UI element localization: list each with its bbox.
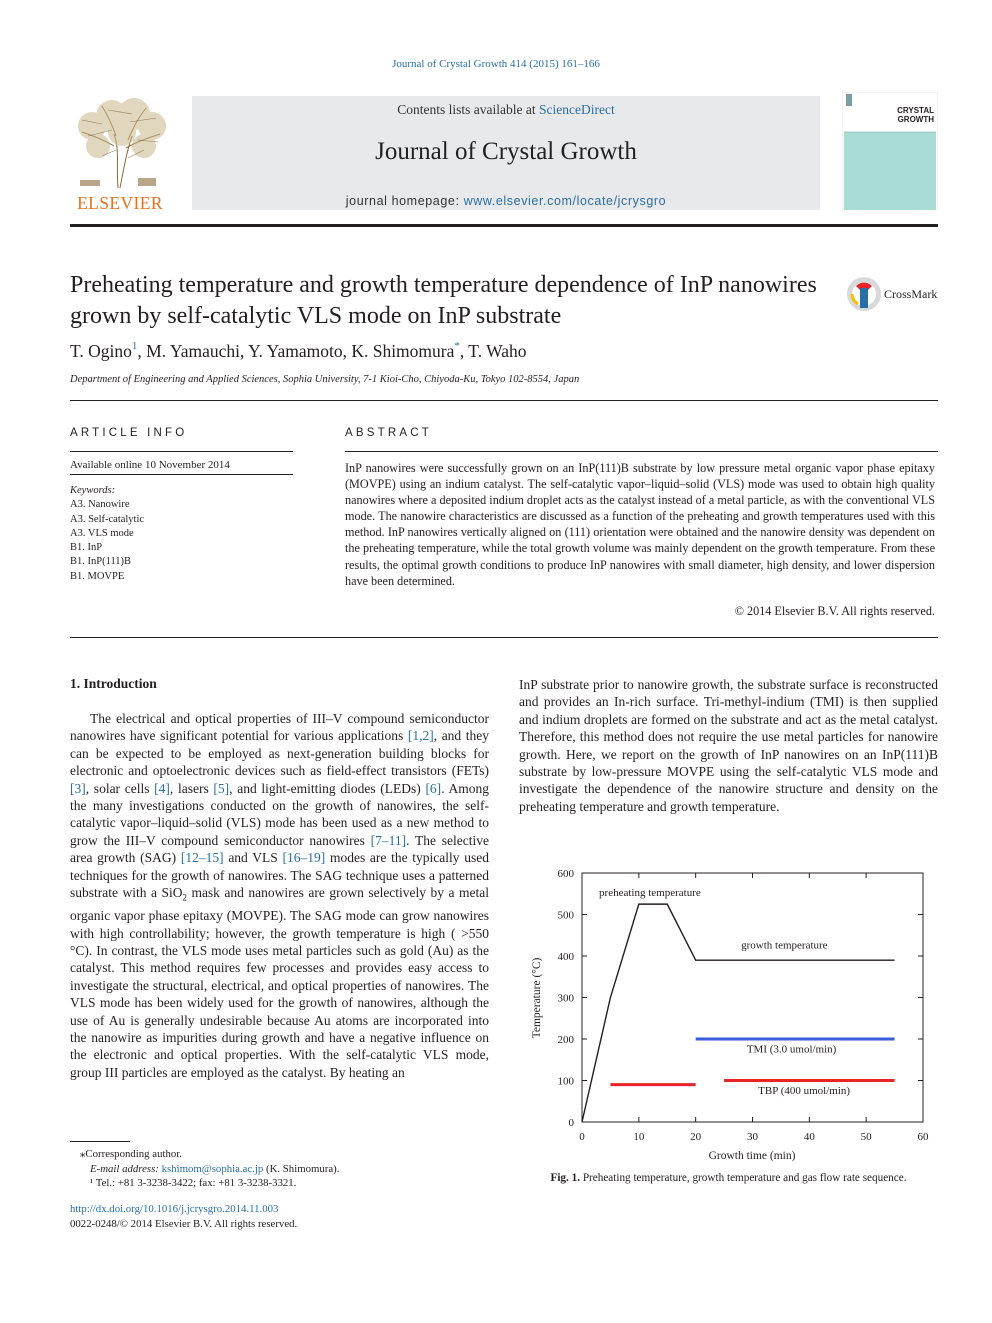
cover-title-line1: CRYSTAL: [897, 106, 934, 115]
y-tick-label: 100: [557, 1075, 574, 1088]
author-name: , T. Waho: [459, 341, 527, 361]
chart-annotations: [599, 887, 850, 1097]
x-tick-label: 20: [690, 1131, 702, 1143]
citation-link[interactable]: [3]: [70, 780, 86, 796]
figure-label: Fig. 1.: [550, 1172, 581, 1184]
abstract-copyright: © 2014 Elsevier B.V. All rights reserved.: [734, 604, 935, 618]
author-footnote-mark[interactable]: 1: [131, 340, 138, 352]
keyword: A3. Nanowire: [70, 499, 130, 511]
x-tick-label: 30: [747, 1131, 758, 1143]
y-tick-label: 300: [557, 992, 574, 1005]
section-heading-introduction: 1. Introduction: [70, 676, 157, 691]
affiliation: Department of Engineering and Applied Sciences, Sophia University, 7-1 Kioi-Cho, Chiyoda-Ku, Tokyo 102-8554, Japan: [70, 374, 580, 385]
y-tick-label: 600: [557, 868, 574, 880]
introduction-paragraph: The electrical and optical properties of III–V compound semiconductor nanowires have significant potential for various applications [1,2], and they can be expected to be employed as next-generation building blocks for electronic and optoelectronic devices such as field-effect transistors (FETs) [3], solar cells [4], lasers [5], and light-emitting diodes (LEDs) [6]. Among the many investigations conducted on the growth of nanowires, the self-catalytic vapor–liquid–solid (VLS) mode has been used as a new method to grow the III–V compound semiconductor nanowires [7–11]. The selective area growth (SAG) [12–15] and VLS [16–19] modes are the typically used techniques for the growth of nanowires. The SAG technique uses a patterned substrate with a SiO$_2$ mask and nanowires are grown selectively by a metal organic vapor phase epitaxy (MOVPE). The SAG mode can grow nanowires with high controllability; however, the growth temperature is high ( >550 °C). In contrast, the VLS mode uses metal particles such as gold (Au) as the catalyst. This method requires few processes and provides easy access to investigate the structural, electrical, and optical properties of nanowires. The VLS mode has been widely used for the growth of nanowires, although the use of Au is generally undesirable because Au atoms are incorporated into the nanowire as impurities during growth and have a negative influence on the electronic and optical properties. With the self-catalytic VLS mode, group III particles are employed as the catalyst. By heating an: [70, 711, 490, 1080]
chart-annotation: TMI (3.0 umol/min): [746, 1043, 837, 1056]
x-tick-label: 0: [579, 1131, 585, 1143]
y-tick-label: 200: [557, 1034, 574, 1046]
sciencedirect-link[interactable]: ScienceDirect: [539, 102, 615, 117]
x-axis-label: Growth time (min): [708, 1150, 796, 1162]
crossmark-icon: [846, 276, 882, 312]
keyword: B1. InP: [70, 542, 103, 554]
abstract-heading: ABSTRACT: [345, 427, 432, 439]
doi-block: [70, 1202, 297, 1231]
cover-title-line2: GROWTH: [897, 115, 934, 124]
keyword: A3. Self-catalytic: [70, 513, 145, 525]
journal-cover: [842, 92, 938, 210]
author-name: T. Ogino: [70, 341, 132, 361]
figure-1: [520, 862, 940, 1167]
x-axis: [579, 873, 929, 1143]
x-tick-label: 60: [917, 1131, 929, 1143]
divider: [70, 637, 938, 638]
footnotes: [70, 1147, 339, 1191]
keywords-label: Keywords:: [70, 485, 116, 496]
corresponding-author-mark[interactable]: *: [454, 340, 460, 352]
citation-link[interactable]: [7–11]: [370, 832, 407, 848]
citation-link[interactable]: [6]: [425, 780, 442, 796]
y-tick-label: 400: [557, 951, 574, 963]
journal-title: Journal of Crystal Growth: [375, 138, 637, 165]
chart-annotation: preheating temperature: [599, 886, 701, 899]
chart-annotation: TBP (400 umol/min): [758, 1084, 851, 1097]
x-tick-label: 40: [803, 1131, 815, 1143]
email-line: E-mail address: kshimom@sophia.ac.jp (K. Shimomura).: [90, 1162, 340, 1175]
abstract-text: InP nanowires were successfully grown on an InP(111)B substrate by low pressure metal organic vapor phase epitaxy (MOVPE) using an indium catalyst. The self-catalytic vapor–liquid–solid (VLS) mode was used to obtain high quality nanowires where a deposited indium droplet acts as the catalyst instead of a metal particle, as with the conventional VLS mode. The nanowire characteristics are discussed as a function of the preheating and growth temperatures used with this method. InP nanowires vertically aligned on (111) orientation were obtained and the nanowire density was dependent on the preheating temperature, while the total growth volume was mainly dependent on the growth temperature. From these results, the optimal growth conditions to produce InP nanowires with small diameter, high density, and lower dispersion have been determined.: [345, 461, 935, 588]
divider: [345, 451, 938, 452]
y-axis: [558, 868, 924, 1129]
introduction-paragraph-continued: InP substrate prior to nanowire growth, the substrate surface is reconstructed and provides an In-rich surface. Tri-methyl-indium (TMI) is then supplied and indium droplets are formed on the substrate and act as the metal catalyst. Therefore, this method does not require the use metal particles for nanowire growth. Here, we report on the growth of InP nanowires on an InP(111)B substrate by low-pressure MOVPE using the self-catalytic VLS mode and investigate the dependence of the nanowire structure and density on the preheating temperature and growth temperature.: [519, 677, 938, 814]
header-rule: [70, 224, 938, 227]
temperature-sequence-chart: [520, 862, 940, 1167]
telephone-note: ¹ Tel.: +81 3-3238-3422; fax: +81 3-3238-3321.: [90, 1177, 297, 1190]
available-online: Available online 10 November 2014: [70, 459, 230, 471]
email-link[interactable]: kshimom@sophia.ac.jp: [161, 1162, 264, 1175]
keyword: B1. InP(111)B: [70, 556, 132, 568]
homepage-line: journal homepage: www.elsevier.com/locate/jcrysgro: [345, 194, 667, 208]
article-info-heading: ARTICLE INFO: [70, 427, 188, 439]
contents-line: Contents lists available at ScienceDirect: [397, 102, 615, 117]
author-name: , M. Yamauchi, Y. Yamamoto, K. Shimomura: [137, 341, 455, 361]
author-list: [70, 340, 527, 362]
article-title: Preheating temperature and growth temperature dependence of InP nanowires grown by self-catalytic VLS mode on InP substrate: [70, 272, 817, 329]
citation-link[interactable]: [12–15]: [180, 850, 224, 866]
chart-annotation: growth temperature: [741, 939, 828, 952]
divider: [70, 474, 293, 475]
x-tick-label: 10: [633, 1131, 645, 1143]
keyword: A3. VLS mode: [70, 527, 134, 539]
publisher-name: ELSEVIER: [77, 193, 163, 213]
crossmark-badge[interactable]: [846, 274, 942, 314]
homepage-link[interactable]: www.elsevier.com/locate/jcrysgro: [463, 194, 667, 208]
footnote-rule: [70, 1141, 130, 1142]
figure-caption: Fig. 1. Preheating temperature, growth temperature and gas flow rate sequence.: [550, 1172, 907, 1184]
keywords-block: [70, 484, 144, 584]
y-tick-label: 0: [568, 1117, 574, 1129]
y-tick-label: 500: [557, 909, 574, 922]
journal-header: [192, 96, 820, 210]
citation-link[interactable]: [16–19]: [282, 850, 326, 866]
journal-citation[interactable]: Journal of Crystal Growth 414 (2015) 161–166: [392, 58, 600, 70]
citation-link[interactable]: [1,2]: [407, 728, 434, 744]
corresponding-author-note: ⁎Corresponding author.: [80, 1148, 182, 1160]
y-axis-label: Temperature (°C): [531, 957, 543, 1039]
divider: [70, 400, 938, 401]
keyword: B1. MOVPE: [70, 570, 125, 582]
doi-link[interactable]: http://dx.doi.org/10.1016/j.jcrysgro.2014.11.003: [70, 1203, 279, 1215]
crossmark-label: CrossMark: [884, 287, 938, 301]
divider: [70, 451, 293, 452]
citation-link[interactable]: [5]: [213, 780, 230, 796]
citation-link[interactable]: [4]: [154, 780, 170, 796]
issn-line: 0022-0248/© 2014 Elsevier B.V. All rights reserved.: [70, 1217, 298, 1230]
x-tick-label: 50: [860, 1131, 872, 1143]
